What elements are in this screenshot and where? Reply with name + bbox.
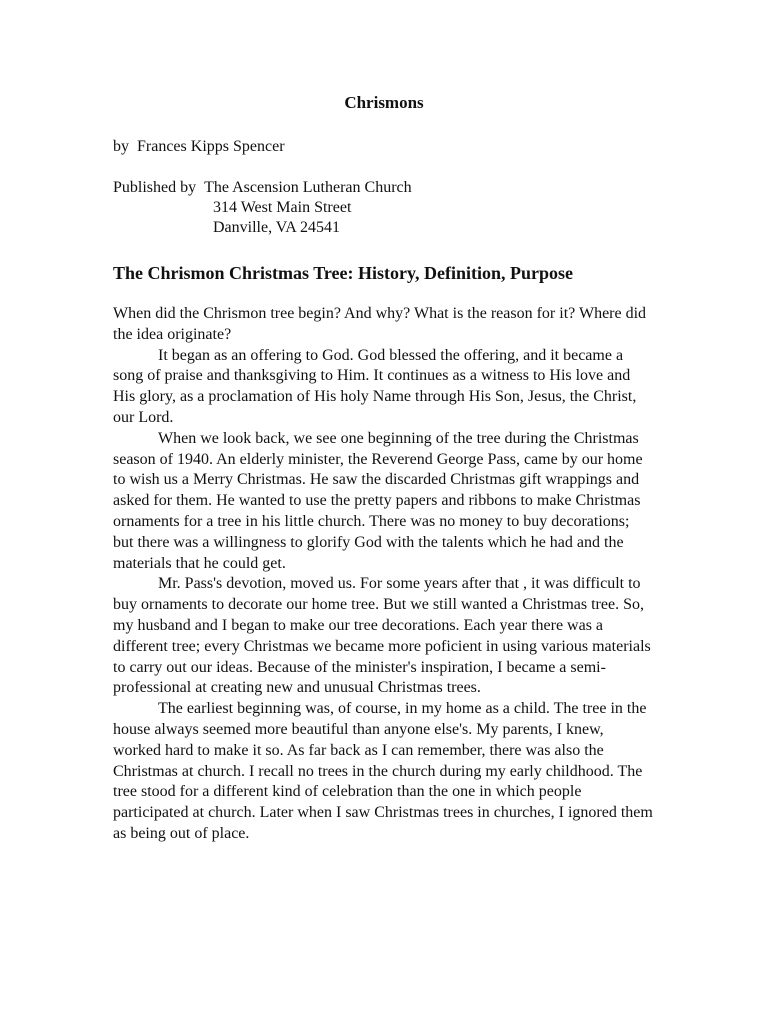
byline xyxy=(113,136,285,157)
paragraph-4: Mr. Pass's devotion, moved us. For some years after that , it was difficult to buy ornaments to decorate our home tree. But we still wanted a Christmas tree. So, my husband and I began to make our tree decorations. Each year there was a different tree; every Christmas we became more poficient in using various materials to carry out our ideas. Because of the minister's inspiration, I became a semi-professional at creating new and unusual Christmas trees. xyxy=(113,575,651,697)
paragraph-5: The earliest beginning was, of course, in my home as a child. The tree in the house always seemed more beautiful than anyone else's. My parents, I knew, worked hard to make it so. As far back as I can remember, there was also the Christmas at church. I recall no trees in the church during my early childhood. The tree stood for a different kind of celebration than the one in which people participated at church. Later when I saw Christmas trees in churches, I ignored them as being out of place. xyxy=(113,700,653,842)
publisher-label: Published by xyxy=(113,179,197,196)
body-text xyxy=(113,304,653,845)
paragraph-2: It began as an offering to God. God blessed the offering, and it became a song of praise and thanksgiving to Him. It continues as a witness to His love and His glory, as a proclamation of His holy Name through His Son, Jesus, the Christ, our Lord. xyxy=(113,346,637,426)
publisher-address xyxy=(213,198,351,238)
publisher-line xyxy=(113,177,412,198)
address-city: Danville, VA 24541 xyxy=(213,219,340,236)
paragraph-1: When did the Chrismon tree begin? And why? What is the reason for it? Where did the idea originate? xyxy=(113,305,647,343)
address-street: 314 West Main Street xyxy=(213,199,352,216)
section-heading: The Chrismon Christmas Tree: History, Definition, Purpose xyxy=(113,263,573,283)
byline-author: Frances Kipps Spencer xyxy=(137,138,285,155)
publisher-name: The Ascension Lutheran Church xyxy=(204,179,412,196)
byline-by: by xyxy=(113,138,129,155)
paragraph-3: When we look back, we see one beginning of the tree during the Christmas season of 1940. An elderly minister, the Reverend George Pass, came by our home to wish us a Merry Christmas. He saw the discarded Christmas gift wrappings and asked for them. He wanted to use the pretty papers and ribbons to make Christmas ornaments for a tree in his little church. There was no money to buy decorations; but there was a willingness to glorify God with the talents which he had and the materials that he could get. xyxy=(113,429,643,572)
document-title: Chrismons xyxy=(344,93,424,112)
